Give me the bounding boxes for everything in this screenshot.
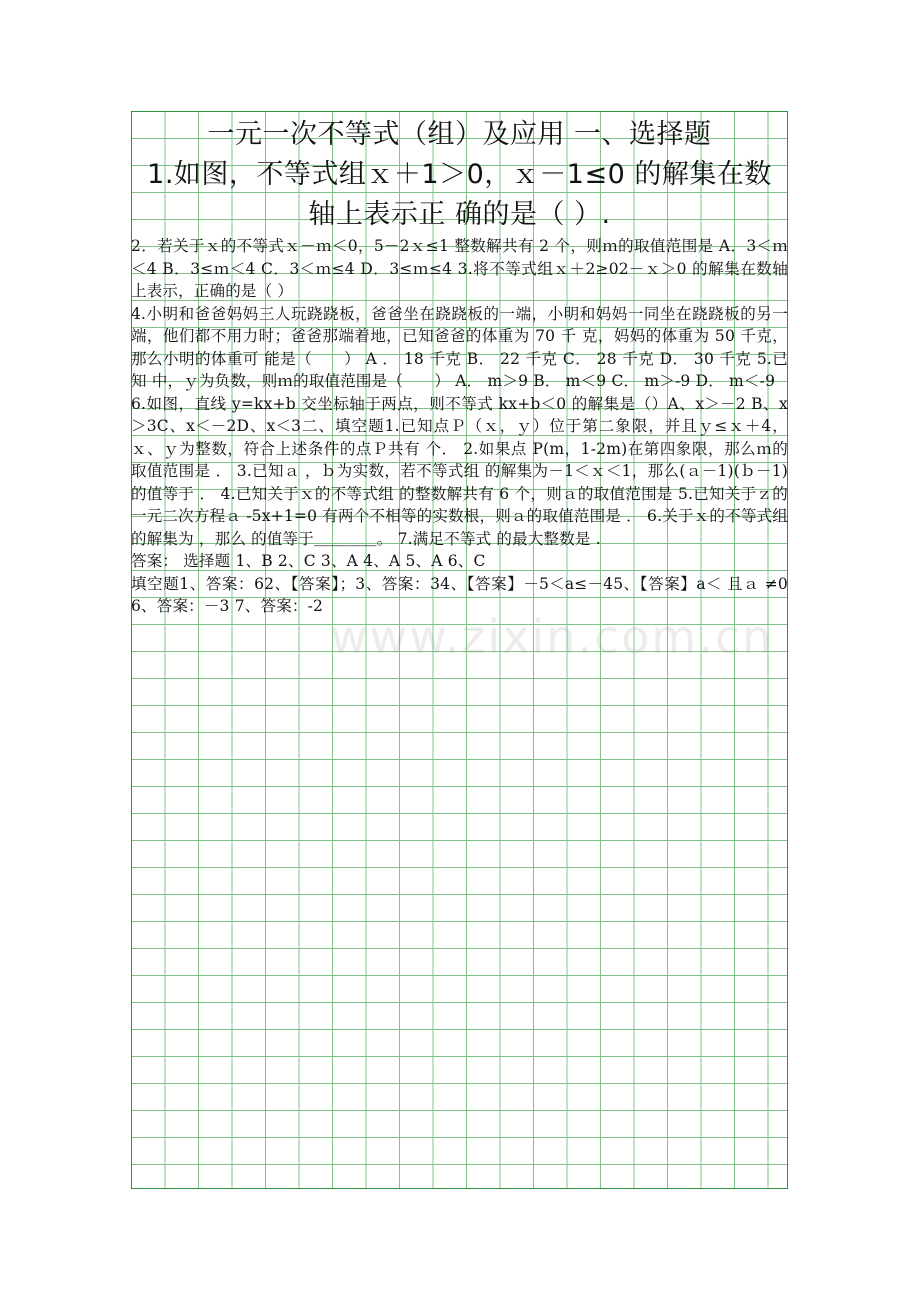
- question-6-fill-in: 6.如图，直线 y=kx+b 交坐标轴于两点，则不等式 kx+b＜0 的解集是（）A、x＞－2 B、x＞3C、x＜－2D、x＜3二、填空题1.已知点Ｐ（ｘ，ｙ）位于第二象限，并且ｙ≤ｘ＋4，ｘ、ｙ为整数，符合上述条件的点Ｐ共有 个． 2.如果点 P(m，1-2m)在第四象限，那么ｍ的取值范围是 ． 3.已知ａ ，ｂ为实数，若不等式组 的解集为－1＜ｘ＜1，那么(ａ－1)(ｂ－1)的值等于 ． 4.已知关于ｘ的不等式组 的整数解共有 6 个，则ａ的取值范围是 5.已知关于ｚ的一元二次方程ａ -5x+1=0 有两个不相等的实数根，则ａ的取值范围是 ． 6.关于ｘ的不等式组 的解集为 ，那么 的值等于＿＿＿＿。 7.满足不等式 的最大整数是 .: [131, 394, 788, 548]
- document-title: [131, 115, 788, 235]
- title-line-3: 轴上表示正 确的是（ ）.: [308, 199, 611, 230]
- answers-fill-in: 填空题1、答案：62、【答案】；3、答案：34、【答案】－5＜a≤－45、【答案】a＜ 且ａ ≠0 6、答案：－3 7、答案：-2: [131, 574, 788, 615]
- title-line-1: 一元一次不等式（组）及应用 一、选择题: [207, 119, 712, 150]
- question-2-3: 2．若关于ｘ的不等式ｘ－ｍ＜0，5－2ｘ≤1 整数解共有 2 个，则ｍ的取值范围是 A．3＜ｍ＜4 B．3≤ｍ＜4 C．3＜ｍ≤4 D．3≤ｍ≤4 3.将不等式组ｘ＋2≥02－ｘ＞0 的解集在数轴上表示，正确的是（ ）: [131, 237, 788, 300]
- watermark: www.zixin.com.cn: [330, 610, 774, 664]
- document-content: [131, 111, 788, 618]
- answers-choice: 答案： 选择题 1、B 2、C 3、A 4、A 5、A 6、C: [131, 552, 486, 570]
- title-line-2: 1.如图，不等式组ｘ＋1＞0，ｘ－1≤0 的解集在数: [147, 159, 772, 190]
- question-4-5: 4.小明和爸爸妈妈三人玩跷跷板，爸爸坐在跷跷板的一端，小明和妈妈一同坐在跷跷板的另一端，他们都不用力时；爸爸那端着地，已知爸爸的体重为 70 千 克，妈妈的体重为 50 千克，那么小明的体重可 能是（ ） A ． 18 千克 B． 22 千克 C． 28 千克 D． 30 千克 5.已知 中，ｙ为负数，则ｍ的取值范围是（ ） A． m＞9 B． m＜9 C． m＞-9 D． m＜-9: [131, 304, 788, 390]
